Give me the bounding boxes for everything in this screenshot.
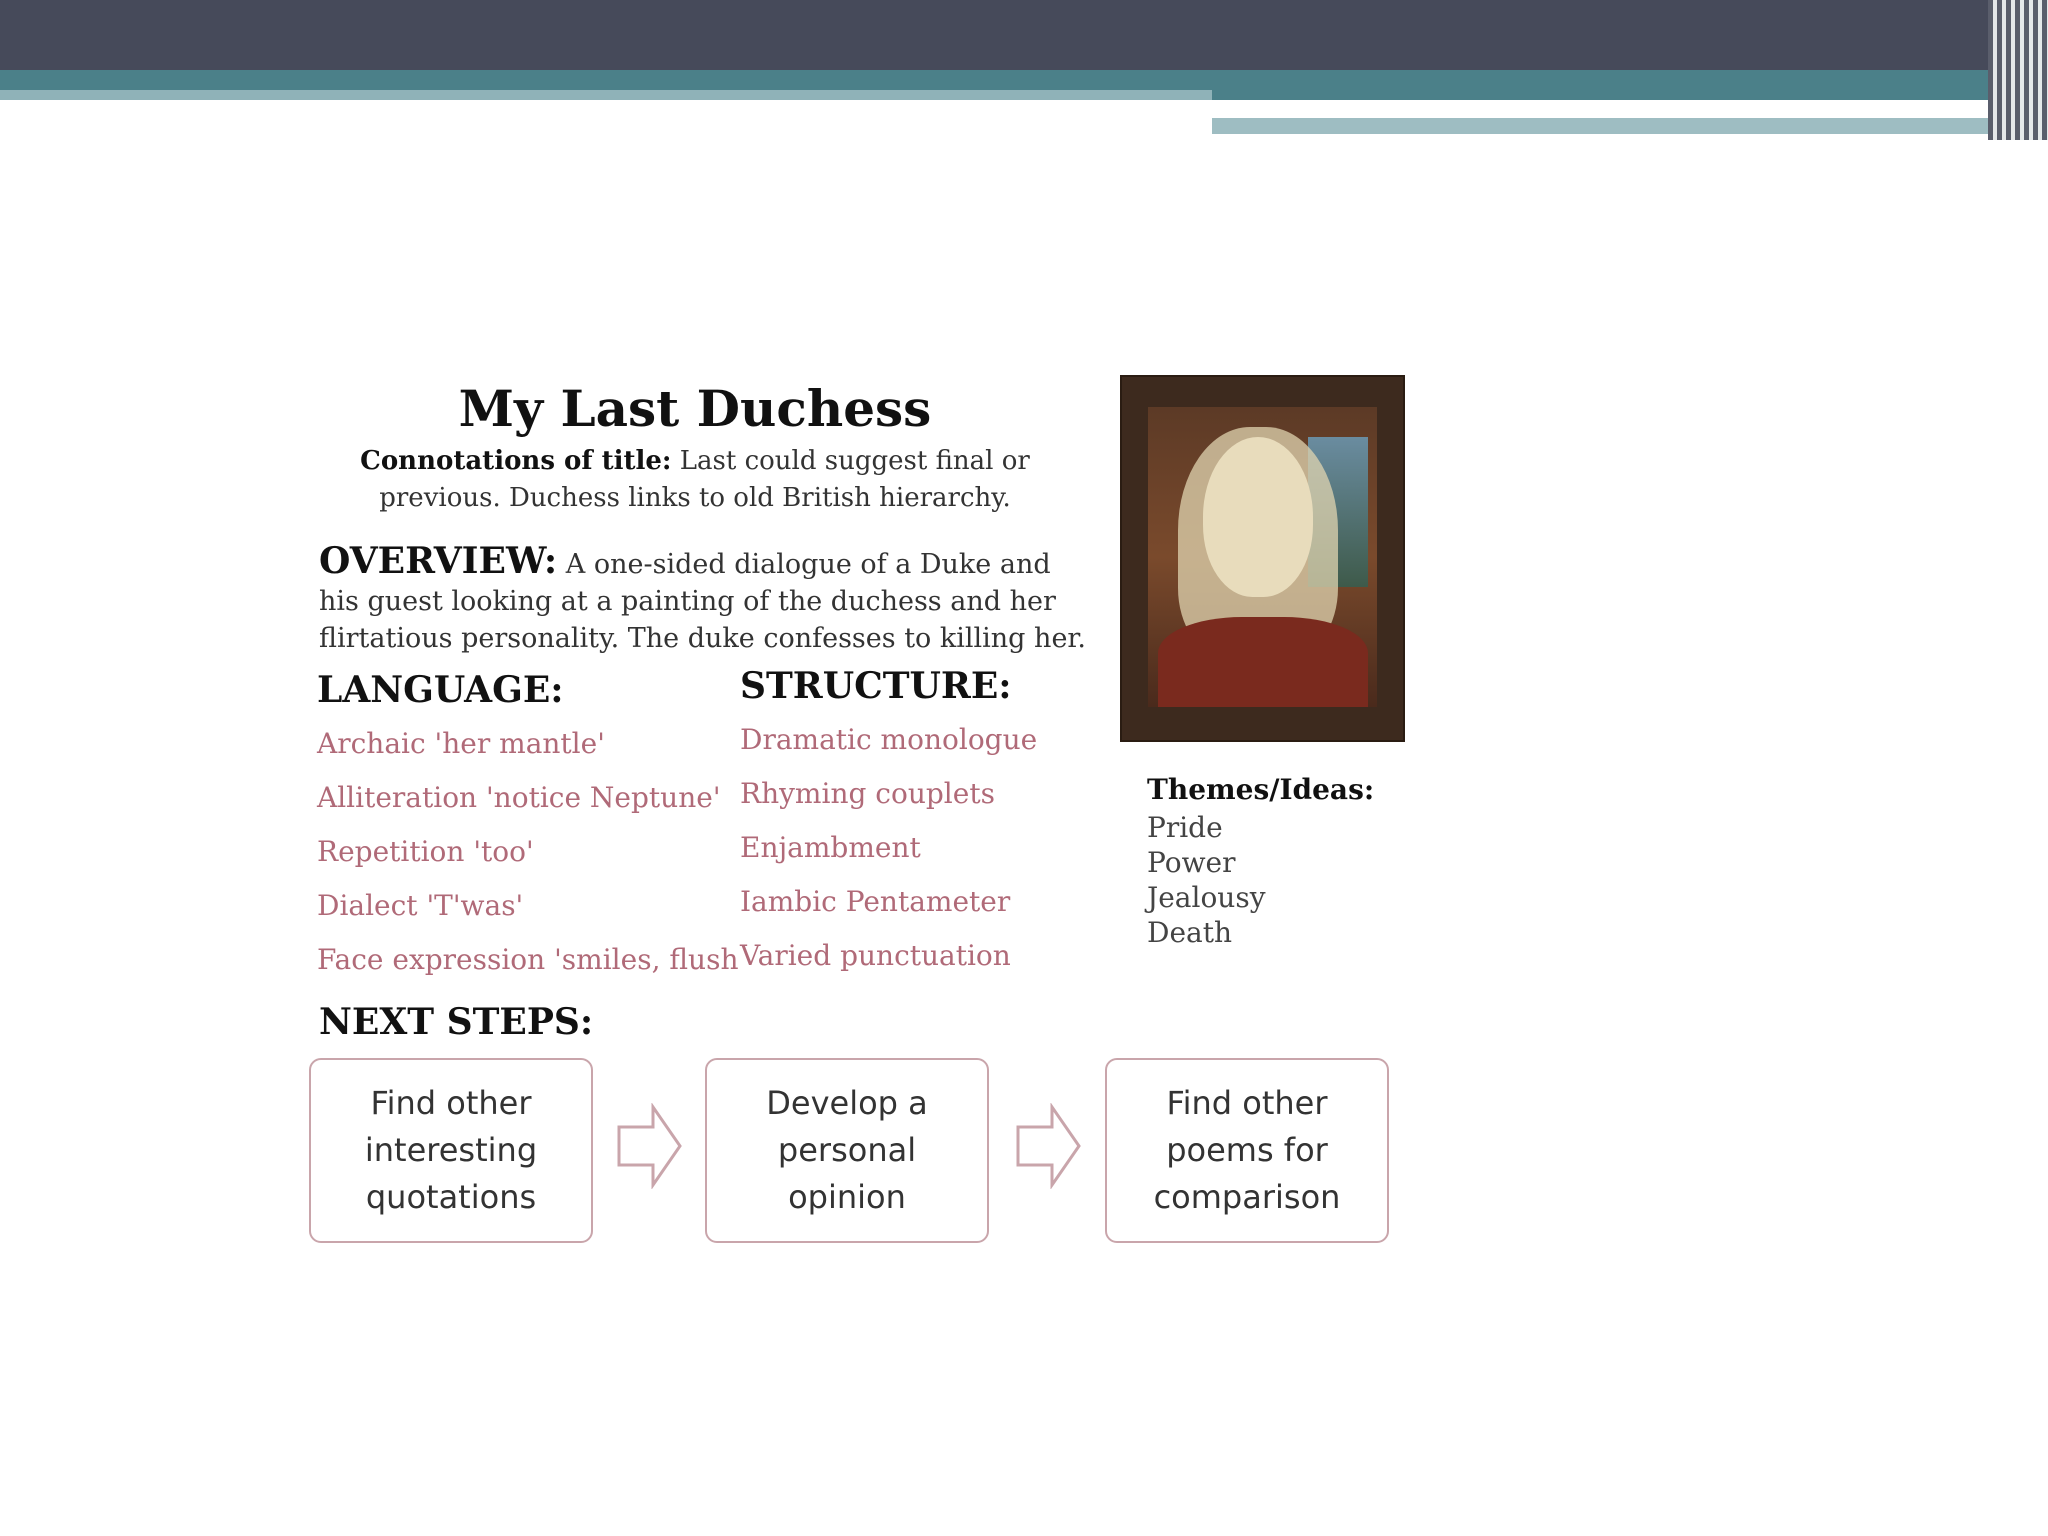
slide-accent-gap [1212,110,1898,116]
theme-item: Power [1147,846,1236,879]
card-title: My Last Duchess [458,379,932,438]
portrait-face [1203,437,1313,597]
structure-item: Varied punctuation [740,939,1011,972]
overview-body: A one-sided dialogue of a Duke and his guest looking at a painting of the duchess and her flirtatious personality. The duke confesses to killing her. [319,549,1086,654]
slide-accent-stripe-lower [1212,118,2010,134]
next-step-box [705,1058,989,1243]
revision-card [305,373,1405,1253]
themes-heading: Themes/Ideas: [1147,773,1375,806]
next-step-text: Find other poems for comparison [1153,1084,1341,1216]
theme-item: Death [1147,916,1232,949]
portrait-canvas [1148,407,1377,707]
structure-item: Dramatic monologue [740,723,1038,756]
connotations-body: Last could suggest final or previous. Duchess links to old British hierarchy. [379,446,1030,513]
next-step-text: Find other interesting quotations [364,1084,538,1216]
duchess-portrait-image [1120,375,1405,742]
next-step-box [1105,1058,1389,1243]
theme-item: Pride [1147,811,1223,844]
language-item: Alliteration 'notice Neptune' [317,781,721,814]
connotations-text [345,443,1045,517]
structure-heading: STRUCTURE: [740,665,1012,707]
language-item: Archaic 'her mantle' [317,727,605,760]
language-heading: LANGUAGE: [317,669,564,711]
overview-label: OVERVIEW: [319,540,558,582]
right-arrow-icon [1016,1103,1082,1189]
slide-top-bar [0,0,1990,70]
next-step-text: Develop a personal opinion [766,1084,928,1216]
portrait-dress [1158,617,1368,707]
language-item: Dialect 'T'was' [317,889,524,922]
slide-accent-stripe [0,70,1995,90]
structure-item: Enjambment [740,831,921,864]
slide-accent-stripe-light [0,90,1212,100]
structure-item: Rhyming couplets [740,777,995,810]
slide-accent-stripe-right [1212,90,1995,100]
next-step-box [309,1058,593,1243]
themes-panel [1147,773,1397,950]
next-steps-heading: NEXT STEPS: [319,1001,594,1043]
connotations-label: Connotations of title: [360,446,672,476]
language-item: Face expression 'smiles, flush [317,943,739,976]
structure-item: Iambic Pentameter [740,885,1011,918]
language-item: Repetition 'too' [317,835,534,868]
right-arrow-icon [617,1103,683,1189]
slide-corner-lines [1988,0,2048,140]
theme-item: Jealousy [1147,881,1266,914]
overview-text [319,540,1099,657]
